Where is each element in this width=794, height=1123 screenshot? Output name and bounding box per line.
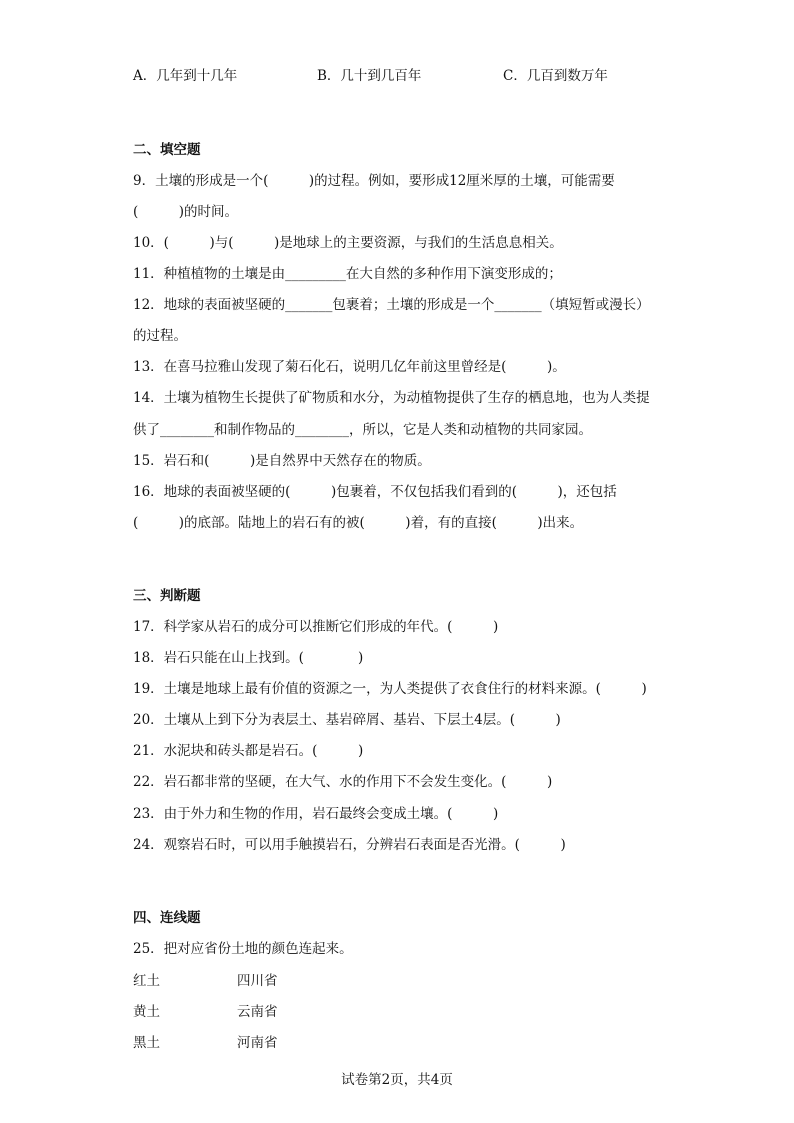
match-left-item: 黄土	[133, 1004, 160, 1020]
option-c: C．几百到数万年	[503, 68, 608, 84]
question-18: 18．岩石只能在山上找到。( )	[133, 650, 364, 666]
question-12-line-2: 的过程。	[133, 328, 187, 344]
question-9-line-1: 9．土壤的形成是一个( )的过程。例如，要形成12厘米厚的土壤，可能需要	[133, 173, 615, 189]
match-left-item: 红土	[133, 973, 160, 989]
question-16-line-2: ( )的底部。陆地上的岩石有的被( )着，有的直接( )出来。	[133, 515, 584, 531]
question-15: 15．岩石和( )是自然界中天然存在的物质。	[133, 453, 431, 469]
question-10: 10．( )与( )是地球上的主要资源，与我们的生活息息相关。	[133, 235, 563, 251]
question-20: 20．土壤从上到下分为表层土、基岩碎屑、基岩、下层土4层。( )	[133, 712, 561, 728]
page-footer: 试卷第2页，共4页	[341, 1072, 453, 1088]
section-heading-true-false: 三、判断题	[133, 588, 201, 604]
question-21: 21．水泥块和砖头都是岩石。( )	[133, 743, 364, 759]
question-19: 19．土壤是地球上最有价值的资源之一，为人类提供了衣食住行的材料来源。( )	[133, 681, 647, 697]
match-right-item: 河南省	[237, 1035, 278, 1051]
question-14-line-2: 供了________和制作物品的________，所以，它是人类和动植物的共同家园。	[133, 422, 592, 438]
question-11: 11．种植植物的土壤是由_________在大自然的多种作用下演变形成的；	[133, 266, 562, 282]
question-12-line-1: 12．地球的表面被坚硬的_______包裹着；土壤的形成是一个_______（填短暂或漫长）	[133, 297, 650, 313]
section-heading-fill-blank: 二、填空题	[133, 142, 201, 158]
option-a: A．几年到十几年	[133, 68, 238, 84]
question-14-line-1: 14．土壤为植物生长提供了矿物质和水分，为动植物提供了生存的栖息地，也为人类提	[133, 390, 650, 406]
question-17: 17．科学家从岩石的成分可以推断它们形成的年代。( )	[133, 619, 499, 635]
match-right-item: 云南省	[237, 1004, 278, 1020]
question-24: 24．观察岩石时，可以用手触摸岩石，分辨岩石表面是否光滑。( )	[133, 837, 566, 853]
option-b: B．几十到几百年	[317, 68, 422, 84]
question-22: 22．岩石都非常的坚硬，在大气、水的作用下不会发生变化。( )	[133, 774, 553, 790]
question-16-line-1: 16．地球的表面被坚硬的( )包裹着，不仅包括我们看到的( )，还包括	[133, 484, 617, 500]
question-25: 25．把对应省份土地的颜色连起来。	[133, 941, 353, 957]
match-left-item: 黑土	[133, 1035, 160, 1051]
section-heading-matching: 四、连线题	[133, 910, 201, 926]
question-23: 23．由于外力和生物的作用，岩石最终会变成土壤。( )	[133, 806, 499, 822]
question-9-line-2: ( )的时间。	[133, 204, 239, 220]
question-13: 13．在喜马拉雅山发现了菊石化石，说明几亿年前这里曾经是( )。	[133, 359, 566, 375]
match-right-item: 四川省	[237, 973, 278, 989]
